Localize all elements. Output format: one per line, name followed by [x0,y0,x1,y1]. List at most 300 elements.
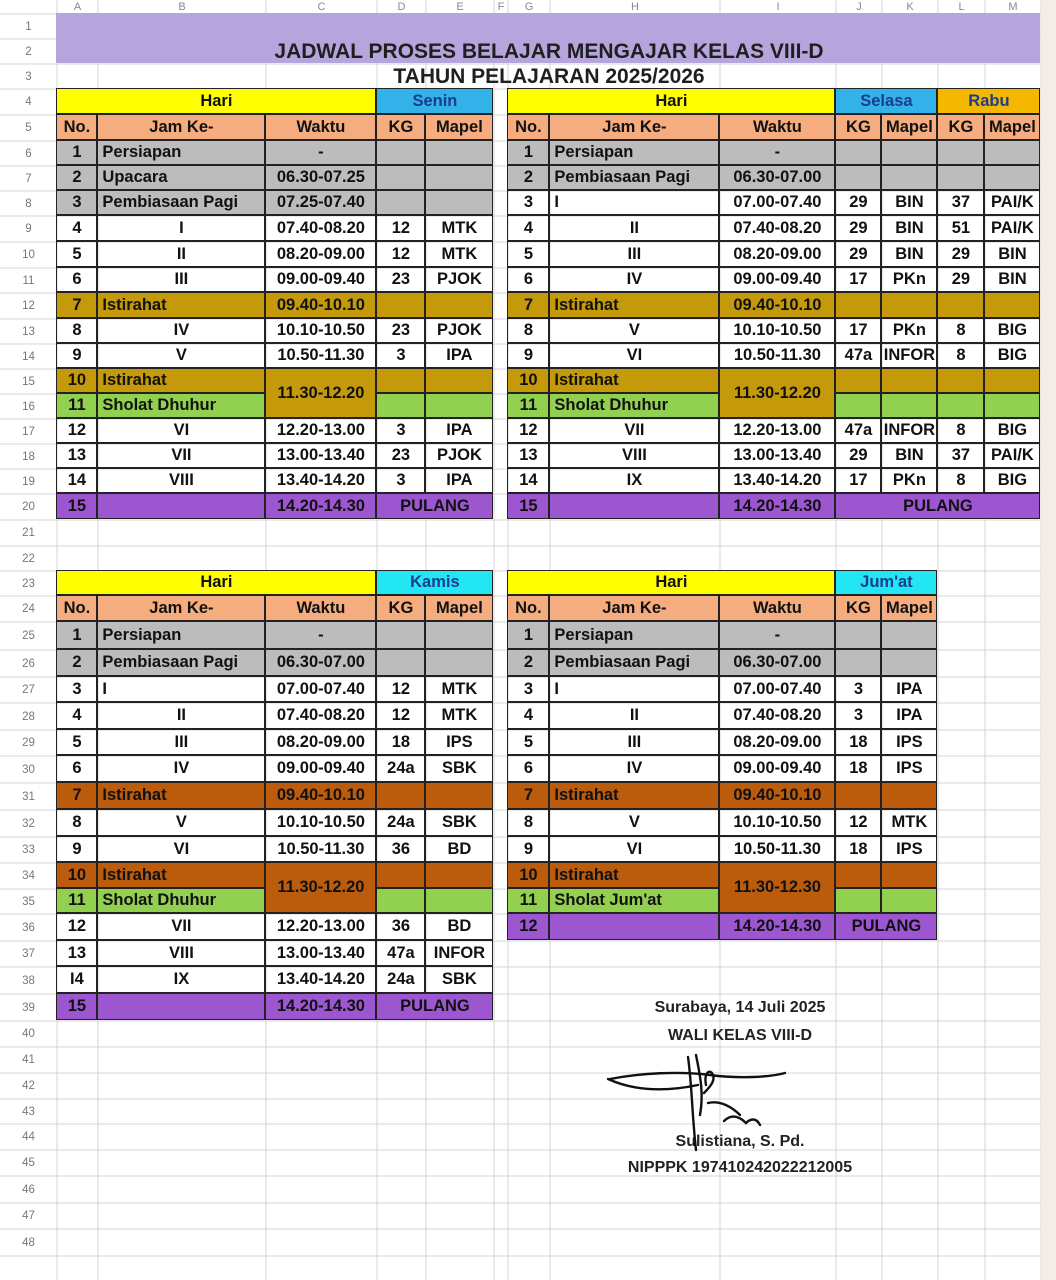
row-jam[interactable]: I [549,676,719,702]
row-kg[interactable]: 29 [937,267,984,292]
kamis-day-kamis[interactable]: Kamis [376,570,493,595]
row-kg[interactable]: 47a [835,418,881,443]
row-jam[interactable]: Sholat Dhuhur [97,888,265,913]
row-mapel[interactable] [881,368,937,393]
row-no[interactable]: 9 [507,836,549,862]
row-kg[interactable] [376,782,425,809]
jumat-day-jumat[interactable]: Jum'at [835,570,937,595]
row-waktu[interactable]: 08.20-09.00 [265,241,376,267]
row-kg[interactable] [835,862,881,888]
row-number[interactable]: 22 [22,552,35,565]
row-kg[interactable]: 37 [937,190,984,215]
kamis-no-header[interactable]: No. [56,595,97,621]
row-mapel[interactable]: PAI/K [984,190,1040,215]
row-mapel[interactable] [881,621,937,649]
row-mapel[interactable]: INFOR [881,343,937,368]
row-jam[interactable]: Pembiasaan Pagi [97,649,265,676]
row-jam[interactable]: Persiapan [549,140,719,165]
row-mapel[interactable] [984,393,1040,418]
row-waktu[interactable]: 08.20-09.00 [719,241,835,267]
row-kg[interactable]: 36 [376,836,425,862]
row-no[interactable]: 7 [56,782,97,809]
row-no[interactable]: 8 [56,809,97,836]
row-mapel[interactable]: PJOK [425,267,493,292]
column-header-i[interactable]: I [776,1,780,13]
row-kg[interactable]: 12 [376,215,425,241]
row-no[interactable]: 4 [507,702,549,729]
row-mapel[interactable] [425,393,493,418]
row-jam[interactable]: Persiapan [549,621,719,649]
row-waktu[interactable]: 09.40-10.10 [719,292,835,318]
row-kg[interactable]: 8 [937,468,984,493]
row-jam[interactable]: Istirahat [97,782,265,809]
row-jam[interactable]: II [549,215,719,241]
row-kg[interactable]: 3 [376,418,425,443]
row-no[interactable]: 8 [507,809,549,836]
row-jam[interactable]: Istirahat [549,368,719,393]
row-kg[interactable]: 8 [937,318,984,343]
row-waktu[interactable]: - [719,621,835,649]
row-no[interactable]: 2 [56,649,97,676]
row-kg[interactable] [835,393,881,418]
row-no[interactable]: 10 [56,368,97,393]
row-waktu[interactable]: 11.30-12.20 [265,862,376,913]
row-mapel[interactable] [425,862,493,888]
row-no[interactable]: 7 [56,292,97,318]
row-no[interactable]: 13 [56,940,97,966]
row-mapel[interactable] [881,292,937,318]
row-mapel[interactable]: INFOR [425,940,493,966]
row-jam[interactable]: IV [549,755,719,782]
row-mapel[interactable]: INFOR [881,418,937,443]
row-jam[interactable] [97,993,265,1020]
senin-no-header[interactable]: No. [56,114,97,140]
row-no[interactable]: 7 [507,782,549,809]
row-no[interactable]: 3 [507,190,549,215]
row-number[interactable]: 14 [22,350,35,363]
row-kg[interactable] [376,888,425,913]
column-header-d[interactable]: D [397,1,406,13]
row-kg[interactable]: 37 [937,443,984,468]
row-no[interactable]: 1 [56,140,97,165]
row-number[interactable]: 16 [22,400,35,413]
row-waktu[interactable]: 13.40-14.20 [719,468,835,493]
row-mapel[interactable] [425,888,493,913]
row-waktu[interactable]: 14.20-14.30 [265,993,376,1020]
row-jam[interactable]: VI [549,836,719,862]
row-number[interactable]: 4 [25,96,32,108]
row-mapel[interactable] [425,621,493,649]
row-kg[interactable] [376,621,425,649]
row-mapel[interactable]: BIN [881,190,937,215]
row-waktu[interactable]: 07.40-08.20 [719,702,835,729]
row-kg[interactable]: 36 [376,913,425,940]
jumat-no-header[interactable]: No. [507,595,549,621]
row-jam[interactable]: IV [549,267,719,292]
row-mapel[interactable]: IPA [881,676,937,702]
row-kg[interactable] [376,292,425,318]
row-no[interactable]: 12 [56,913,97,940]
row-mapel[interactable]: PKn [881,318,937,343]
row-kg[interactable]: 29 [835,443,881,468]
row-jam[interactable]: VIII [97,940,265,966]
row-number[interactable]: 38 [22,974,35,987]
row-kg[interactable]: 24a [376,809,425,836]
column-header-b[interactable]: B [178,1,186,13]
row-kg[interactable] [937,393,984,418]
row-waktu[interactable]: 13.00-13.40 [265,443,376,468]
row-mapel[interactable]: BIG [984,318,1040,343]
column-header-h[interactable]: H [631,1,639,13]
row-mapel[interactable]: MTK [425,215,493,241]
row-jam[interactable]: Pembiasaan Pagi [97,190,265,215]
row-waktu[interactable]: 07.40-08.20 [719,215,835,241]
selasa-rabu-day-rabu[interactable]: Rabu [937,88,1040,114]
row-no[interactable]: 11 [507,888,549,913]
row-number[interactable]: 2 [25,45,32,58]
jumat-jam-header[interactable]: Jam Ke- [549,595,719,621]
row-mapel[interactable]: BD [425,836,493,862]
row-jam[interactable]: III [97,267,265,292]
column-header-k[interactable]: K [906,1,914,13]
row-mapel[interactable]: IPA [881,702,937,729]
row-jam[interactable]: VI [97,836,265,862]
row-no[interactable]: 11 [56,393,97,418]
row-mapel[interactable]: MTK [425,676,493,702]
row-waktu[interactable]: 11.30-12.30 [719,862,835,913]
row-number[interactable]: 39 [22,1001,35,1014]
row-number[interactable]: 7 [25,172,32,185]
row-waktu[interactable]: 10.10-10.50 [265,809,376,836]
row-number[interactable]: 46 [22,1183,35,1196]
selasa-rabu-jam-header[interactable]: Jam Ke- [549,114,719,140]
column-header-f[interactable]: F [497,1,505,13]
row-number[interactable]: 29 [22,737,35,749]
row-mapel[interactable]: BIN [881,241,937,267]
row-no[interactable]: 3 [56,676,97,702]
row-number[interactable]: 15 [22,375,35,388]
row-number[interactable]: 19 [22,475,35,488]
row-mapel[interactable]: MTK [425,241,493,267]
column-header-j[interactable]: J [856,1,862,13]
row-no[interactable]: 12 [507,913,549,940]
row-no[interactable]: 7 [507,292,549,318]
row-kg[interactable]: 18 [835,836,881,862]
row-waktu[interactable]: 12.20-13.00 [265,418,376,443]
kamis-kg-header[interactable]: KG [376,595,425,621]
row-mapel[interactable]: PAI/K [984,215,1040,241]
column-header-m[interactable]: M [1008,1,1018,13]
row-number[interactable]: 1 [25,20,32,33]
row-waktu[interactable]: 13.00-13.40 [265,940,376,966]
row-waktu[interactable]: 11.30-12.20 [265,368,376,418]
row-no[interactable]: 13 [56,443,97,468]
row-jam[interactable]: VII [549,418,719,443]
senin-hari-header[interactable]: Hari [56,88,376,114]
row-waktu[interactable]: 09.00-09.40 [719,755,835,782]
row-number[interactable]: 48 [22,1236,35,1249]
row-kg[interactable] [835,782,881,809]
row-no[interactable]: 9 [507,343,549,368]
row-number[interactable]: 37 [22,948,35,960]
row-no[interactable]: 13 [507,443,549,468]
row-jam[interactable]: Istirahat [97,862,265,888]
selasa-rabu-mapel-header[interactable]: Mapel [881,114,937,140]
row-waktu[interactable]: 07.40-08.20 [265,215,376,241]
row-mapel[interactable] [425,292,493,318]
row-kg[interactable]: 3 [376,468,425,493]
row-kg[interactable]: 17 [835,318,881,343]
row-waktu[interactable]: 09.40-10.10 [265,782,376,809]
selasa-rabu-kg-header[interactable]: KG [835,114,881,140]
row-waktu[interactable]: 11.30-12.20 [719,368,835,418]
row-no[interactable]: 6 [56,267,97,292]
row-waktu[interactable]: - [719,140,835,165]
row-mapel[interactable] [984,140,1040,165]
row-mapel[interactable]: MTK [425,702,493,729]
row-kg[interactable] [937,165,984,190]
row-jam[interactable]: IV [97,755,265,782]
row-jam[interactable]: V [549,809,719,836]
row-mapel[interactable]: PAI/K [984,443,1040,468]
row-waktu[interactable]: - [265,621,376,649]
row-no[interactable]: 8 [507,318,549,343]
row-kg[interactable] [937,292,984,318]
senin-jam-header[interactable]: Jam Ke- [97,114,265,140]
row-no[interactable]: 15 [56,993,97,1020]
row-no[interactable]: 6 [507,755,549,782]
row-no[interactable]: 2 [507,165,549,190]
row-mapel[interactable]: IPS [881,729,937,755]
row-jam[interactable]: Istirahat [97,292,265,318]
row-kg[interactable] [835,140,881,165]
row-waktu[interactable]: 06.30-07.25 [265,165,376,190]
row-waktu[interactable]: 13.40-14.20 [265,468,376,493]
row-kg[interactable] [376,649,425,676]
row-waktu[interactable]: 07.00-07.40 [719,190,835,215]
row-number[interactable]: 25 [22,630,35,642]
row-number[interactable]: 27 [22,684,35,696]
row-jam[interactable]: Upacara [97,165,265,190]
row-mapel[interactable]: SBK [425,809,493,836]
pulang-label[interactable]: PULANG [376,993,493,1020]
row-mapel[interactable] [425,782,493,809]
row-no[interactable]: 9 [56,836,97,862]
row-number[interactable]: 26 [22,657,35,670]
row-number[interactable]: 31 [22,790,35,803]
selasa-rabu-hari-header[interactable]: Hari [507,88,835,114]
row-waktu[interactable]: 06.30-07.00 [265,649,376,676]
row-jam[interactable]: Persiapan [97,140,265,165]
row-kg[interactable] [376,393,425,418]
row-kg[interactable] [835,621,881,649]
row-jam[interactable]: Sholat Dhuhur [549,393,719,418]
row-jam[interactable]: VII [97,443,265,468]
row-jam[interactable] [97,493,265,519]
row-number[interactable]: 40 [22,1028,35,1040]
row-jam[interactable]: VIII [97,468,265,493]
row-waktu[interactable]: 07.25-07.40 [265,190,376,215]
row-waktu[interactable]: 12.20-13.00 [265,913,376,940]
row-jam[interactable]: VI [97,418,265,443]
row-waktu[interactable]: 10.50-11.30 [719,343,835,368]
row-no[interactable]: 12 [507,418,549,443]
row-no[interactable]: 5 [56,241,97,267]
row-mapel[interactable] [425,368,493,393]
row-no[interactable]: 8 [56,318,97,343]
row-mapel[interactable] [881,393,937,418]
row-kg[interactable]: 47a [835,343,881,368]
row-mapel[interactable]: MTK [881,809,937,836]
selasa-rabu-no-header[interactable]: No. [507,114,549,140]
row-jam[interactable]: IX [97,966,265,993]
row-mapel[interactable]: BD [425,913,493,940]
row-kg[interactable]: 12 [376,702,425,729]
row-no[interactable]: 5 [56,729,97,755]
pulang-label[interactable]: PULANG [835,913,937,940]
row-no[interactable]: 3 [56,190,97,215]
kamis-hari-header[interactable]: Hari [56,570,376,595]
row-kg[interactable] [937,368,984,393]
row-number[interactable]: 3 [25,70,32,83]
row-mapel[interactable]: BIN [881,443,937,468]
row-jam[interactable]: IV [97,318,265,343]
row-number[interactable]: 5 [25,122,32,134]
row-no[interactable]: 14 [507,468,549,493]
row-mapel[interactable]: IPA [425,468,493,493]
row-no[interactable]: 15 [56,493,97,519]
row-jam[interactable]: VI [549,343,719,368]
row-kg[interactable]: 23 [376,267,425,292]
row-mapel[interactable] [881,888,937,913]
row-kg[interactable]: 3 [376,343,425,368]
row-number[interactable]: 34 [22,870,35,882]
row-mapel[interactable]: BIN [984,267,1040,292]
row-number[interactable]: 10 [22,249,35,261]
row-mapel[interactable]: PKn [881,468,937,493]
row-waktu[interactable]: 10.50-11.30 [265,836,376,862]
row-waktu[interactable]: 08.20-09.00 [265,729,376,755]
row-number[interactable]: 20 [22,501,35,513]
row-number[interactable]: 24 [22,603,35,615]
row-waktu[interactable]: 09.00-09.40 [265,267,376,292]
row-waktu[interactable]: 09.00-09.40 [265,755,376,782]
row-kg[interactable]: 17 [835,468,881,493]
row-no[interactable]: 1 [507,140,549,165]
row-jam[interactable]: Istirahat [549,862,719,888]
row-jam[interactable]: V [97,809,265,836]
selasa-rabu-waktu-header[interactable]: Waktu [719,114,835,140]
jumat-hari-header[interactable]: Hari [507,570,835,595]
row-waktu[interactable]: 14.20-14.30 [265,493,376,519]
row-mapel[interactable]: PKn [881,267,937,292]
row-no[interactable]: 4 [56,215,97,241]
row-jam[interactable]: Istirahat [549,292,719,318]
row-jam[interactable]: I [97,676,265,702]
row-number[interactable]: 18 [22,450,35,463]
row-no[interactable]: 6 [56,755,97,782]
row-jam[interactable]: Sholat Jum'at [549,888,719,913]
row-kg[interactable] [835,649,881,676]
row-no[interactable]: I4 [56,966,97,993]
jumat-kg-header[interactable]: KG [835,595,881,621]
row-number[interactable]: 13 [22,325,35,338]
row-mapel[interactable]: IPS [425,729,493,755]
row-waktu[interactable]: 14.20-14.30 [719,913,835,940]
row-waktu[interactable]: 10.50-11.30 [719,836,835,862]
row-mapel[interactable]: BIG [984,418,1040,443]
row-kg[interactable] [376,190,425,215]
row-kg[interactable] [376,862,425,888]
row-kg[interactable]: 3 [835,676,881,702]
row-waktu[interactable]: 06.30-07.00 [719,649,835,676]
row-mapel[interactable] [881,165,937,190]
row-number[interactable]: 47 [22,1210,35,1222]
row-mapel[interactable] [984,165,1040,190]
row-number[interactable]: 9 [25,223,32,235]
row-no[interactable]: 1 [507,621,549,649]
column-header-c[interactable]: C [317,1,326,13]
row-kg[interactable]: 23 [376,443,425,468]
row-jam[interactable]: VIII [549,443,719,468]
row-number[interactable]: 11 [22,274,35,287]
row-no[interactable]: 1 [56,621,97,649]
row-jam[interactable] [549,913,719,940]
row-kg[interactable] [835,368,881,393]
jumat-waktu-header[interactable]: Waktu [719,595,835,621]
row-mapel[interactable]: IPA [425,418,493,443]
row-number[interactable]: 36 [22,921,35,934]
row-no[interactable]: 5 [507,241,549,267]
row-mapel[interactable]: PJOK [425,318,493,343]
row-no[interactable]: 11 [56,888,97,913]
row-number[interactable]: 30 [22,763,35,776]
row-kg[interactable]: 23 [376,318,425,343]
row-jam[interactable]: IX [549,468,719,493]
column-header-a[interactable]: A [73,1,82,13]
row-kg[interactable] [376,140,425,165]
row-kg[interactable]: 29 [835,241,881,267]
senin-mapel-header[interactable]: Mapel [425,114,493,140]
row-jam[interactable]: V [549,318,719,343]
row-jam[interactable]: V [97,343,265,368]
row-no[interactable]: 12 [56,418,97,443]
row-kg[interactable]: 17 [835,267,881,292]
row-waktu[interactable]: 13.40-14.20 [265,966,376,993]
row-number[interactable]: 21 [22,527,35,539]
row-waktu[interactable]: 09.00-09.40 [719,267,835,292]
row-waktu[interactable]: 07.40-08.20 [265,702,376,729]
row-no[interactable]: 5 [507,729,549,755]
row-no[interactable]: 3 [507,676,549,702]
row-jam[interactable]: Istirahat [97,368,265,393]
senin-kg-header[interactable]: KG [376,114,425,140]
row-no[interactable]: 14 [56,468,97,493]
row-kg[interactable]: 29 [835,190,881,215]
row-kg[interactable]: 51 [937,215,984,241]
row-kg[interactable] [835,292,881,318]
row-no[interactable]: 10 [507,862,549,888]
row-jam[interactable]: II [97,241,265,267]
row-mapel[interactable] [881,649,937,676]
row-number[interactable]: 17 [22,425,35,438]
row-number[interactable]: 35 [22,895,35,908]
row-kg[interactable]: 8 [937,418,984,443]
selasa-rabu-day-selasa[interactable]: Selasa [835,88,937,114]
senin-day-senin[interactable]: Senin [376,88,493,114]
row-no[interactable]: 10 [56,862,97,888]
row-kg[interactable]: 29 [937,241,984,267]
